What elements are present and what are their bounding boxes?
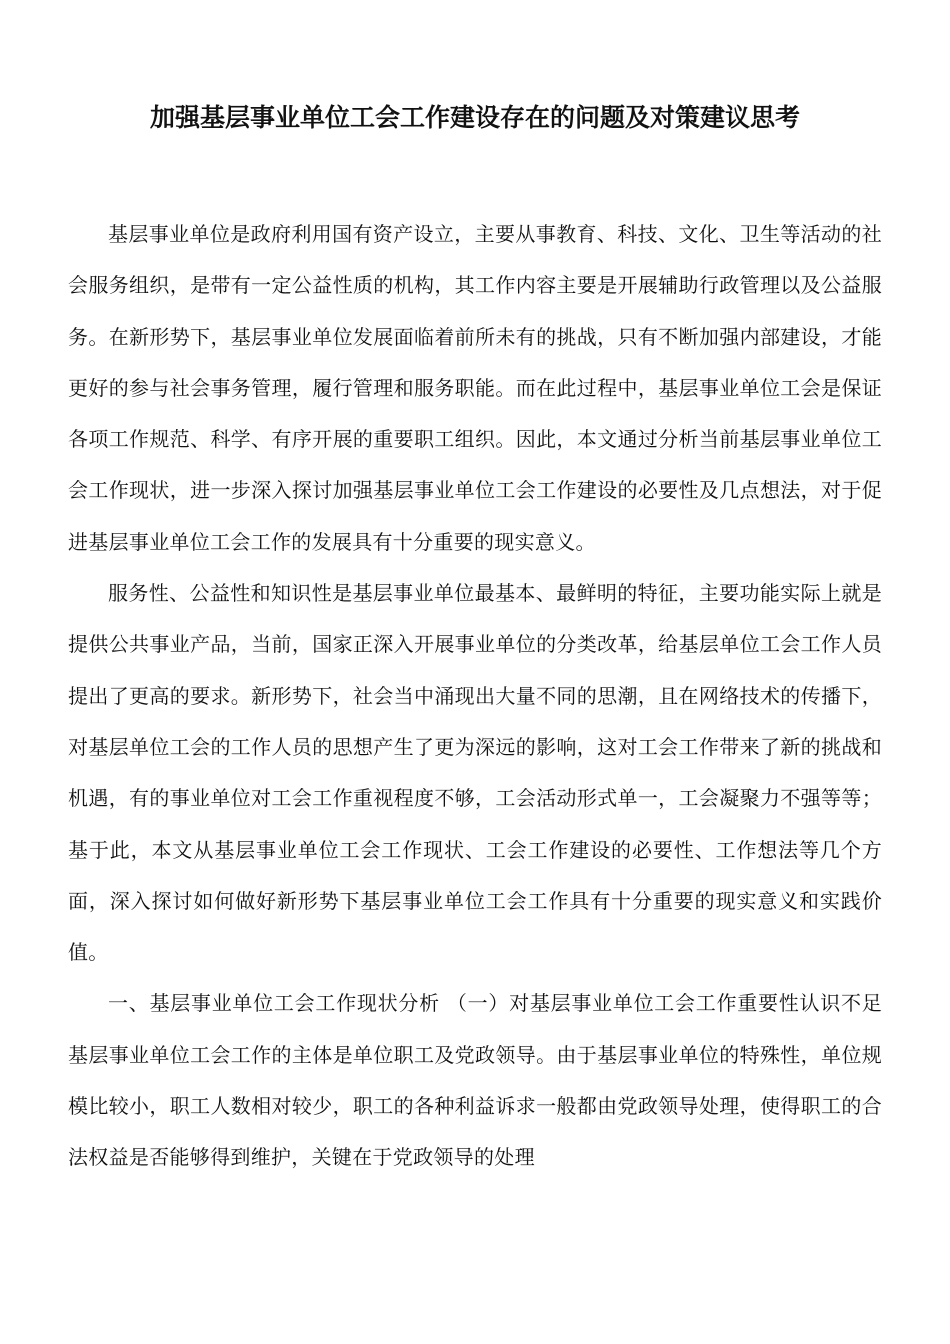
paragraph-intro: 基层事业单位是政府利用国有资产设立，主要从事教育、科技、文化、卫生等活动的社会服务组织，是带有一定公益性质的机构，其工作内容主要是开展辅助行政管理以及公益服务。在新形势下，基层事业单位发展面临着前所未有的挑战，只有不断加强内部建设，才能更好的参与社会事务管理，履行管理和服务职能。而在此过程中，基层事业单位工会是保证各项工作规范、科学、有序开展的重要职工组织。因此，本文通过分析当前基层事业单位工会工作现状，进一步深入探讨加强基层事业单位工会工作建设的必要性及几点想法，对于促进基层事业单位工会工作的发展具有十分重要的现实意义。 — [68, 222, 882, 554]
paragraph-background: 服务性、公益性和知识性是基层事业单位最基本、最鲜明的特征，主要功能实际上就是提供公共事业产品，当前，国家正深入开展事业单位的分类改革，给基层单位工会工作人员提出了更高的要求。新形势下，社会当中涌现出大量不同的思潮，且在网络技术的传播下，对基层单位工会的工作人员的思想产生了更为深远的影响，这对工会工作带来了新的挑战和机遇，有的事业单位对工会工作重视程度不够，工会活动形式单一，工会凝聚力不强等等；基于此，本文从基层事业单位工会工作现状、工会工作建设的必要性、工作想法等几个方面，深入探讨如何做好新形势下基层事业单位工会工作具有十分重要的现实意义和实践价值。 — [68, 581, 882, 965]
document-body — [68, 209, 882, 1184]
paragraph-section-one: 一、基层事业单位工会工作现状分析 （一）对基层事业单位工会工作重要性认识不足 基层事业单位工会工作的主体是单位职工及党政领导。由于基层事业单位的特殊性，单位规模比较小，职工人数相对较少，职工的各种利益诉求一般都由党政领导处理，使得职工的合法权益是否能够得到维护，关键在于党政领导的处理 — [68, 991, 882, 1170]
document-title: 加强基层事业单位工会工作建设存在的问题及对策建议思考 — [149, 103, 800, 132]
